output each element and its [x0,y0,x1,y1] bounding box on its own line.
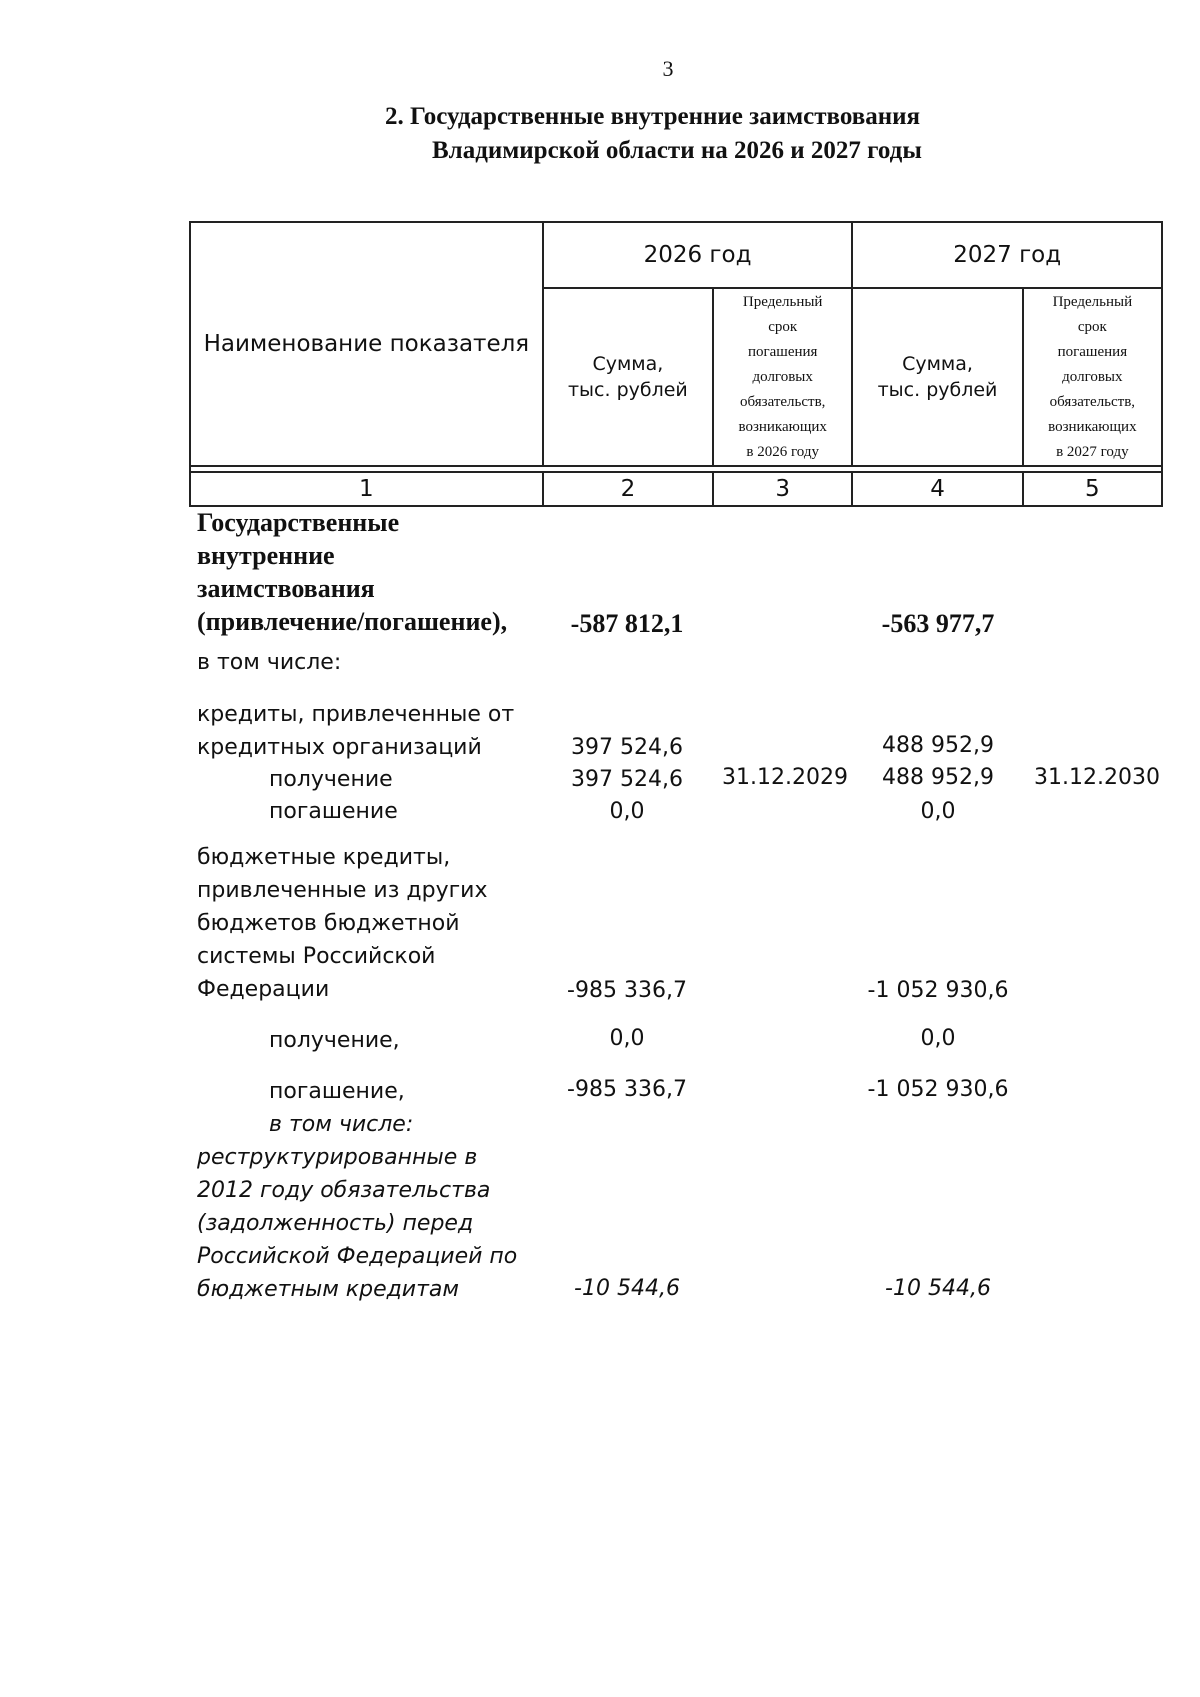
header-sum-2027 [852,288,1022,466]
header-term-2027-line: в 2027 году [1056,443,1129,460]
total-sum-2027: -563 977,7 [881,609,995,638]
credit-org-term-2027: 31.12.2030 [1034,765,1160,790]
header-term-2027-line: Предельный [1052,293,1133,310]
budget-credits-sum-2026: -985 336,7 [567,978,687,1003]
header-term-2027-line: срок [1077,318,1107,335]
total-label-line: заимствования [197,574,375,603]
column-number-3: 3 [713,472,852,506]
header-term-2027-line: обязательств, [1049,393,1136,410]
restructured-label-line: реструктурированные в [197,1145,478,1170]
header-term-2026-line: обязательств, [739,393,826,410]
restructured-sum-2026: -10 544,6 [574,1276,680,1301]
header-term-2027 [1023,288,1162,466]
credit-org-receipt-label: получение [269,767,393,792]
header-year-2026: 2026 год [543,222,853,288]
restructured-sum-2027: -10 544,6 [885,1276,991,1301]
restructured-label-line: 2012 году обязательства [197,1178,491,1203]
budget-credits-label-line: привлеченные из других [197,878,488,903]
budget-credits-receipt-label: получение, [269,1028,400,1053]
credit-org-label [197,698,547,764]
credit-org-receipt-2026: 397 524,6 [571,767,683,792]
restructured-label-line: (задолженность) перед [197,1211,474,1236]
budget-credits-label [197,841,547,1006]
restructured-label [197,1141,557,1306]
column-number-4: 4 [852,472,1022,506]
total-label-line: внутренние [197,541,335,570]
section-title-line-1: 2. Государственные внутренние заимствования [385,103,921,130]
budget-credits-receipt-2026: 0,0 [609,1026,645,1051]
budget-credits-label-line: Федерации [197,977,330,1002]
header-term-2027-line: погашения [1057,343,1128,360]
credit-org-term-2026: 31.12.2029 [722,765,848,790]
header-term-2026-line: возникающих [738,418,827,435]
credit-org-repayment-label: погашение [269,799,398,824]
budget-credits-repayment-2026: -985 336,7 [567,1077,687,1102]
header-sum-2027-line-1: Сумма, [902,353,973,375]
header-term-2026 [713,288,852,466]
header-sum-2026-line-1: Сумма, [592,353,664,375]
credit-org-repayment-2027: 0,0 [920,799,956,824]
header-indicator-name: Наименование показателя [190,222,543,466]
budget-credits-repayment-label: погашение, [269,1079,405,1104]
total-label-line: (привлечение/погашение), [197,607,508,636]
budget-credits-label-line: бюджетов бюджетной [197,911,460,936]
total-including-label: в том числе: [197,650,342,675]
total-borrowings-label [197,506,547,638]
column-number-1: 1 [190,472,543,506]
restructured-label-line: Российской Федерацией по [197,1244,518,1269]
restructured-label-line: бюджетным кредитам [197,1277,460,1302]
credit-org-repayment-2026: 0,0 [609,799,645,824]
budget-credits-repayment-2027: -1 052 930,6 [867,1077,1009,1102]
column-number-2: 2 [543,472,713,506]
credit-org-label-line: кредиты, привлеченные от [197,702,515,727]
column-number-5: 5 [1023,472,1162,506]
header-sum-2026 [543,288,713,466]
header-sum-2026-line-2: тыс. рублей [567,379,688,401]
credit-org-label-line: кредитных организаций [197,735,482,760]
header-term-2026-line: срок [768,318,798,335]
header-term-2026-line: в 2026 году [746,443,819,460]
credit-org-receipt-2027: 488 952,9 [882,765,994,790]
budget-credits-label-line: бюджетные кредиты, [197,845,451,870]
budget-credits-including-label: в том числе: [269,1112,414,1137]
total-sum-2026: -587 812,1 [570,609,684,638]
budget-credits-receipt-2027: 0,0 [920,1026,956,1051]
header-sum-2027-line-2: тыс. рублей [877,379,998,401]
header-term-2027-line: долговых [1062,368,1123,385]
header-term-2026-line: Предельный [742,293,823,310]
borrowings-table-header [189,221,1163,507]
section-title [330,100,1030,168]
header-term-2026-line: долговых [752,368,813,385]
total-label-line: Государственные [197,508,400,537]
section-title-line-2: Владимирской области на 2026 и 2027 годы [432,137,922,164]
header-term-2026-line: погашения [747,343,818,360]
budget-credits-label-line: системы Российской [197,944,436,969]
page-number: 3 [662,56,674,81]
credit-org-sum-2026: 397 524,6 [571,735,683,760]
header-term-2027-line: возникающих [1048,418,1137,435]
budget-credits-sum-2027: -1 052 930,6 [867,978,1009,1003]
header-year-2027: 2027 год [852,222,1162,288]
credit-org-sum-2027: 488 952,9 [882,733,994,758]
